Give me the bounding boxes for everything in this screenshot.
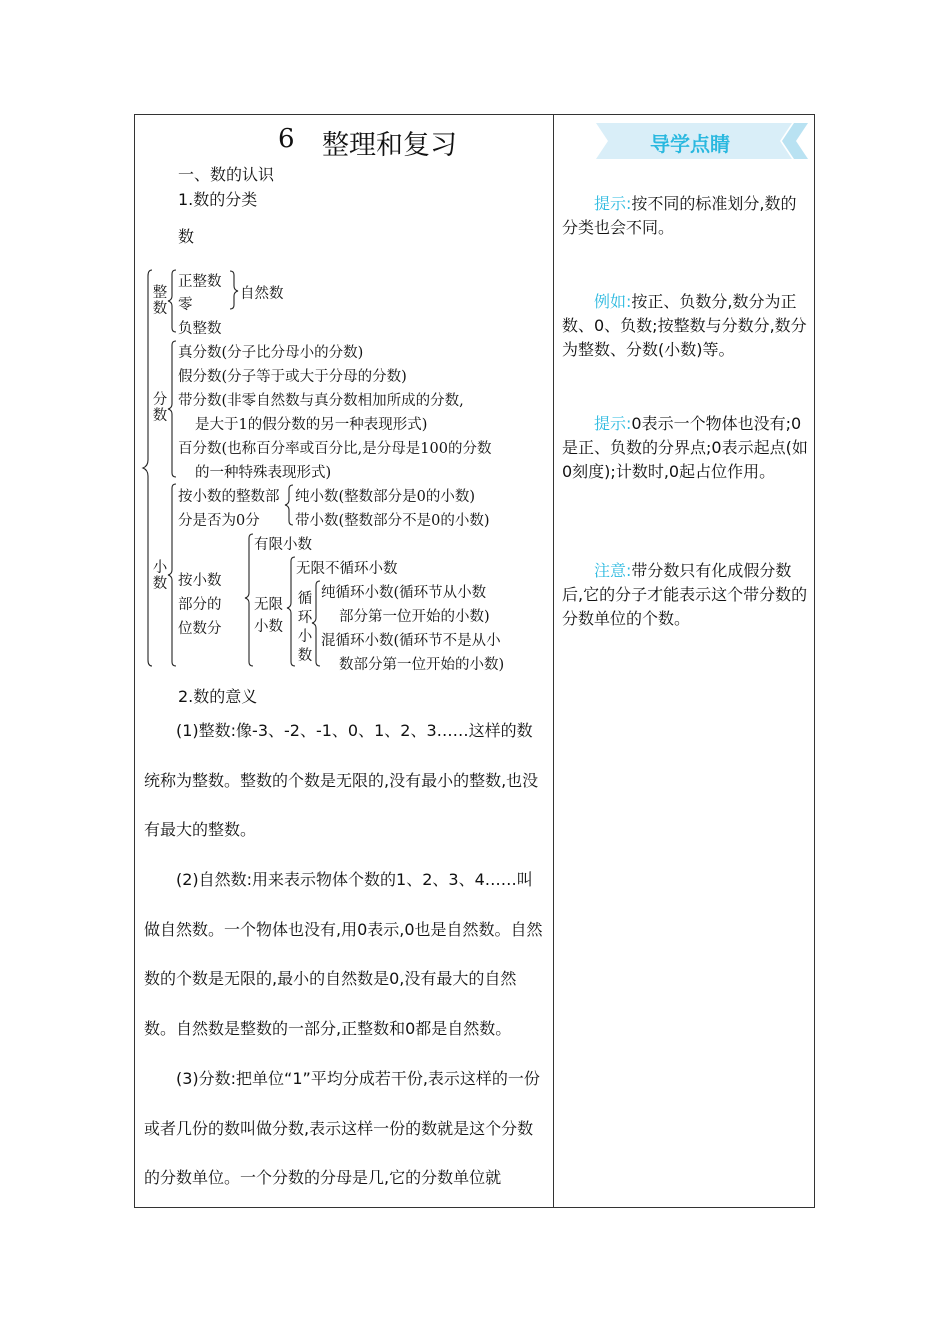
paragraph-integer: (1)整数:像-3、-2、-1、0、1、2、3……这样的数统称为整数。整数的个数是无限的,没有最小的整数,也没有最大的整数。: [144, 721, 539, 840]
finite-decimal: 有限小数: [254, 537, 312, 553]
by-digits-3: 位数分: [178, 621, 222, 637]
mixed-number-2: 是大于1的假分数的另一种表现形式): [195, 417, 428, 433]
section-heading: 一、数的认识: [178, 165, 275, 184]
note-attention: [562, 559, 808, 631]
title-number: 6: [278, 124, 295, 154]
mixed-decimal: 带小数(整数部分不是0的小数): [295, 513, 490, 529]
mixed-recurring-2: 数部分第一位开始的小数): [339, 657, 505, 673]
note-tag: 注意:: [594, 561, 632, 580]
label-recurring: 循环小数: [297, 591, 313, 664]
note-tag: 提示:: [594, 414, 632, 433]
note-text: 按不同的标准划分,数的分类也会不同。: [562, 194, 797, 237]
infinite-decimal-1: 无限: [254, 597, 283, 613]
page-title: 整理和复习: [322, 130, 457, 161]
label-fraction: 分数: [152, 392, 168, 424]
percentage-1: 百分数(也称百分率或百分比,是分母是100的分数: [178, 441, 492, 457]
note-example: [562, 290, 808, 362]
mixed-recurring-1: 混循环小数(循环节不是从小: [321, 633, 501, 649]
subsection-heading: 2.数的意义: [178, 687, 258, 706]
note-tag: 例如:: [594, 292, 632, 311]
pure-recurring-2: 部分第一位开始的小数): [339, 609, 490, 625]
positive-integer: 正整数: [178, 274, 222, 290]
by-digits-2: 部分的: [178, 597, 222, 613]
note-text: 0表示一个物体也没有;0是正、负数的分界点;0表示起点(如0刻度);计数时,0起占位作用。: [562, 414, 808, 481]
note-tag: 提示:: [594, 194, 632, 213]
note-tip-2: [562, 412, 808, 484]
paragraph-fraction: (3)分数:把单位“1”平均分成若干份,表示这样的一份或者几份的数叫做分数,表示这样一份的数就是这个分数的分数单位。一个分数的分母是几,它的分数单位就: [144, 1069, 540, 1188]
note-tip-1: [562, 192, 808, 240]
subsection-heading: 1.数的分类: [178, 190, 258, 209]
tree-root: 数: [178, 227, 195, 246]
label-integer: 整数: [152, 285, 168, 317]
paragraph-natural-number: (2)自然数:用来表示物体个数的1、2、3、4……叫做自然数。一个物体也没有,用0表示,0也是自然数。自然数的个数是无限的,最小的自然数是0,没有最大的自然数。自然数是整数的一部分,正整数和0都是自然数。: [144, 870, 543, 1038]
infinite-decimal-2: 小数: [254, 619, 283, 635]
banner-title: 导学点睛: [650, 132, 730, 156]
non-recurring-decimal: 无限不循环小数: [296, 561, 398, 577]
negative-integer: 负整数: [178, 321, 222, 337]
pure-decimal: 纯小数(整数部分是0的小数): [295, 489, 476, 505]
improper-fraction: 假分数(分子等于或大于分母的分数): [178, 369, 407, 385]
pure-recurring-1: 纯循环小数(循环节从小数: [321, 585, 487, 601]
label-decimal: 小数: [152, 560, 168, 592]
mixed-number-1: 带分数(非零自然数与真分数相加所成的分数,: [178, 393, 464, 409]
percentage-2: 的一种特殊表现形式): [195, 465, 332, 481]
note-text: 按正、负数分,数分为正数、0、负数;按整数与分数分,数分为整数、分数(小数)等。: [562, 292, 807, 359]
note-text: 带分数只有化成假分数后,它的分子才能表示这个带分数的分数单位的个数。: [562, 561, 808, 628]
proper-fraction: 真分数(分子比分母小的分数): [178, 345, 364, 361]
by-integer-part-1: 按小数的整数部: [178, 489, 280, 505]
zero: 零: [178, 297, 193, 313]
natural-number: 自然数: [240, 286, 284, 302]
by-digits-1: 按小数: [178, 573, 222, 589]
by-integer-part-2: 分是否为0分: [178, 513, 260, 529]
